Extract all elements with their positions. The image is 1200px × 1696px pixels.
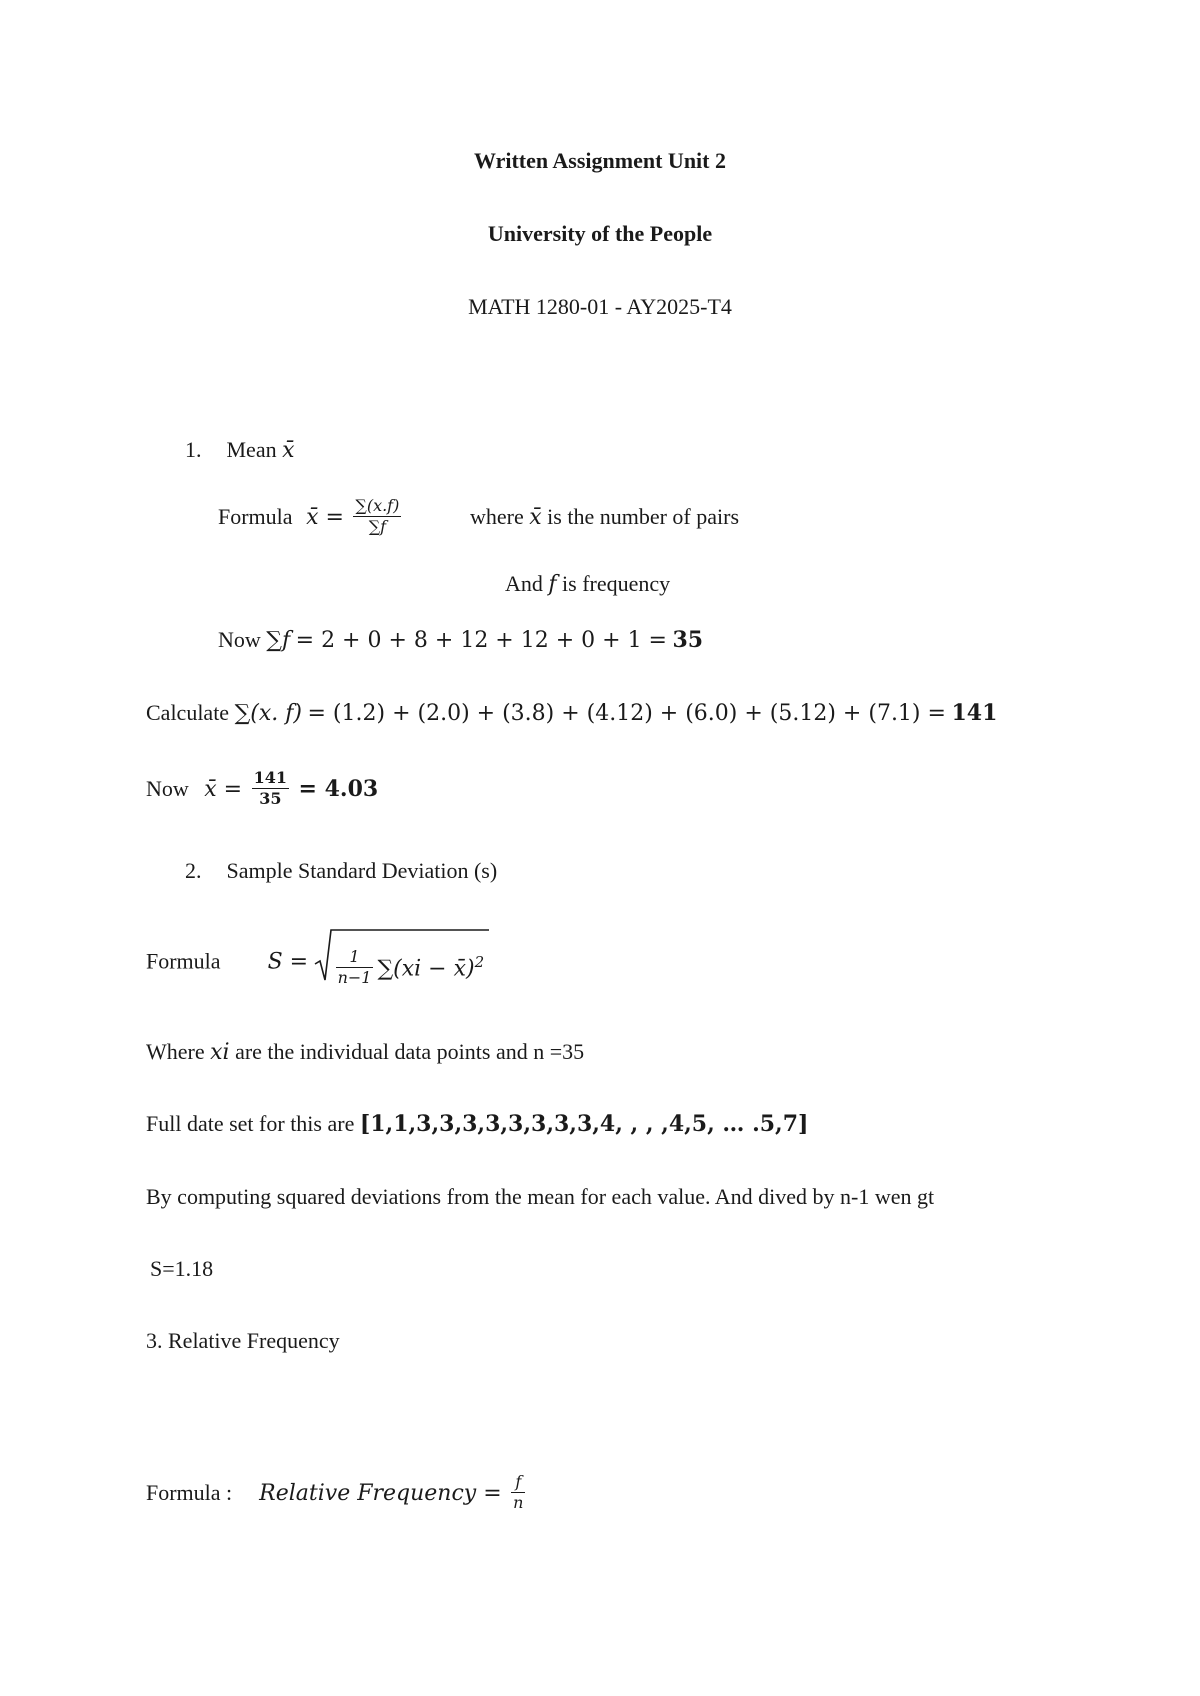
relative-frequency-lhs: Relative Frequency =	[259, 1481, 502, 1506]
section2-heading	[185, 858, 497, 884]
where-text: where	[470, 504, 524, 529]
relative-frequency-label: Formula :	[146, 1480, 233, 1505]
calc-symbol: ∑(x. f)	[234, 701, 302, 726]
mean-result-denominator: 35	[259, 789, 282, 809]
dataset-line	[146, 1111, 808, 1137]
stddev-fraction-denominator: n−1	[337, 967, 372, 987]
section1-number: 1.	[185, 437, 202, 462]
relative-frequency-formula-line	[146, 1470, 529, 1517]
mean-formula-lhs: x̄ =	[306, 505, 344, 530]
calculate-line	[146, 700, 997, 727]
mean-formula-where	[470, 504, 739, 531]
calc-expression: = (1.2) + (2.0) + (3.8) + (4.12) + (6.0) + (5.12) + (7.1) =	[307, 701, 946, 726]
section2-number: 2.	[185, 858, 202, 883]
document-title: Written Assignment Unit 2	[474, 148, 726, 173]
square-root	[314, 930, 485, 997]
stddev-result: S=1.18	[150, 1256, 214, 1281]
xi-symbol: xi	[210, 1040, 230, 1065]
section1-heading-text: Mean	[226, 437, 277, 462]
mean-formula-fraction	[353, 496, 401, 537]
where-xi-rest: are the individual data points and n =35	[235, 1039, 585, 1064]
mean-result-value: = 4.03	[298, 776, 379, 802]
computing-text: By computing squared deviations from the mean for each value. And dived by n-1 wen gt	[146, 1184, 935, 1209]
sum-f-result: 35	[672, 627, 704, 653]
and-text: And	[505, 571, 543, 596]
stddev-fraction	[336, 947, 374, 988]
calculate-label: Calculate	[146, 700, 230, 725]
relative-frequency-fraction	[511, 1472, 525, 1513]
course-code: MATH 1280-01 - AY2025-T4	[468, 294, 732, 319]
stddev-fraction-numerator: 1	[336, 947, 374, 968]
stddev-sum: ∑(xi − x̄)	[377, 956, 475, 982]
now-label: Now	[218, 627, 261, 652]
mean-formula-line	[218, 495, 405, 540]
f-symbol: f	[548, 572, 557, 597]
stddev-exponent: 2	[474, 953, 485, 971]
where-rest: is the number of pairs	[547, 504, 740, 529]
sum-f-symbol: ∑f	[266, 628, 291, 653]
mean-symbol: x̄	[282, 438, 295, 463]
where-symbol: x̄	[529, 505, 542, 530]
relative-frequency-numerator: f	[511, 1472, 525, 1493]
where-xi-line	[146, 1039, 584, 1066]
university-name: University of the People	[487, 221, 713, 246]
where-xi-pre: Where	[146, 1039, 205, 1064]
section2-heading-text: Sample Standard Deviation (s)	[226, 858, 498, 883]
and-rest: is frequency	[562, 571, 671, 596]
mean-result-line	[146, 766, 378, 813]
section1-heading	[185, 437, 295, 464]
mean-result-numerator: 141	[253, 768, 288, 788]
mean-formula-label: Formula	[218, 504, 293, 529]
section3-heading: 3. Relative Frequency	[146, 1328, 340, 1353]
sum-f-expression: = 2 + 0 + 8 + 12 + 12 + 0 + 1 =	[295, 628, 667, 653]
relative-frequency-denominator: n	[513, 1493, 524, 1513]
dataset-value: [1,1,3,3,3,3,3,3,3,3,4, , , ,4,5, … .5,7]	[359, 1111, 809, 1137]
stddev-formula-label: Formula	[146, 948, 221, 974]
sum-f-line	[218, 627, 703, 654]
mean-formula-denominator: ∑f	[368, 517, 387, 537]
stddev-formula-line	[146, 930, 484, 997]
mean-formula-numerator: ∑(x.f)	[355, 496, 400, 516]
frequency-definition	[505, 571, 670, 598]
mean-result-label: Now	[146, 776, 189, 801]
dataset-label: Full date set for this are	[146, 1111, 355, 1136]
mean-result-fraction	[252, 768, 289, 809]
calc-result: 141	[951, 700, 998, 726]
stddev-formula-lhs: S =	[267, 949, 309, 975]
mean-result-lhs: x̄ =	[204, 777, 243, 802]
